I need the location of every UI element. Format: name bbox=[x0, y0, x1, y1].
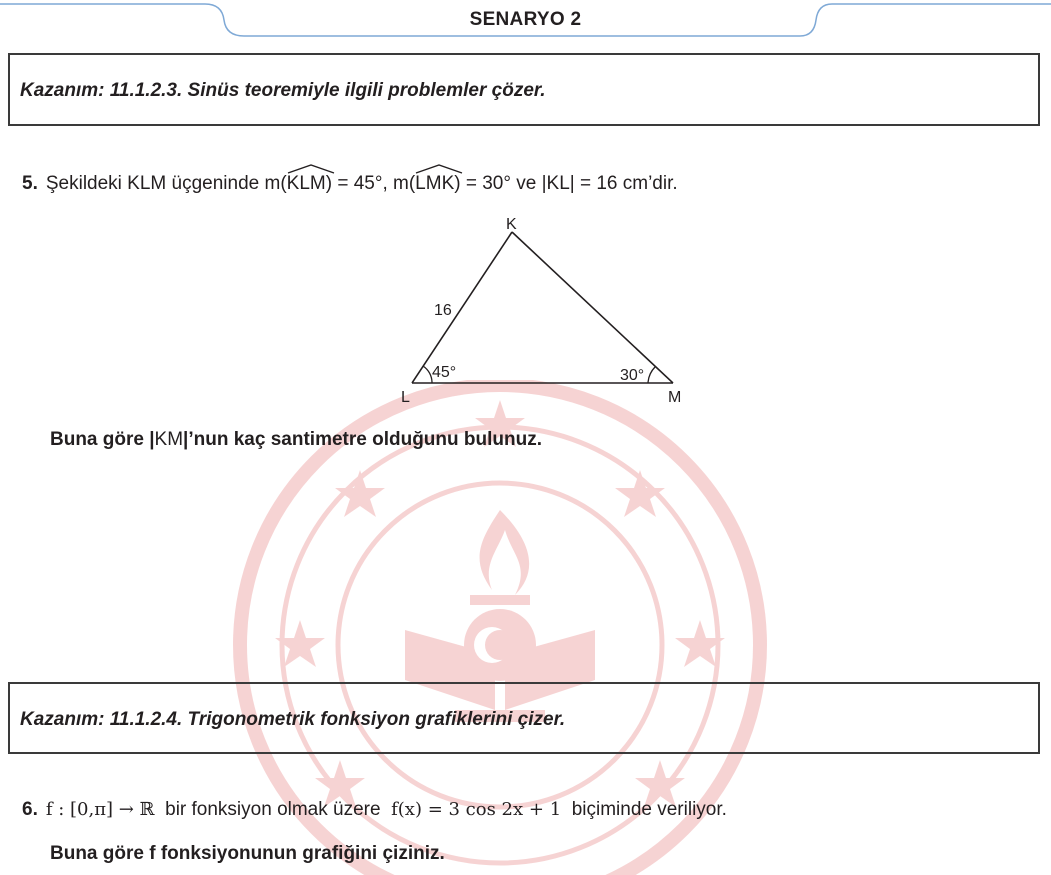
learning-outcome-text-1: Kazanım: 11.1.2.3. Sinüs teoremiyle ilgili problemler çözer. bbox=[20, 80, 546, 101]
function-domain: f : [0,π] → ℝ bbox=[45, 799, 155, 820]
angle-klm-notation: KLM bbox=[287, 173, 326, 195]
triangle-klm-figure bbox=[390, 210, 700, 410]
learning-outcome-box-1 bbox=[8, 53, 1040, 126]
learning-outcome-text-2: Kazanım: 11.1.2.4. Trigonometrik fonksiyon grafiklerini çizer. bbox=[20, 709, 566, 730]
vertex-k-label: K bbox=[506, 216, 517, 233]
angle-lmk-notation: LMK bbox=[415, 173, 454, 195]
side-kl-length-label: 16 bbox=[434, 302, 452, 319]
vertex-l-label: L bbox=[401, 389, 410, 406]
question-number: 6. bbox=[22, 799, 38, 820]
vertex-m-label: M bbox=[668, 389, 682, 406]
question-6-statement: 6. f : [0,π] → ℝ bir fonksiyon olmak üzere f(x) = 3 cos 2x + 1 biçiminde veriliyor. bbox=[22, 799, 727, 820]
question-6-prompt: Buna göre f fonksiyonunun grafiğini çiziniz. bbox=[50, 843, 445, 864]
question-number: 5. bbox=[22, 173, 38, 194]
angle-m-label: 30° bbox=[620, 367, 645, 384]
angle-l-label: 45° bbox=[432, 364, 457, 381]
question-5-statement: 5. Şekildeki KLM üçgeninde m( KLM) = 45°, m( LMK) = 30° ve |KL| = 16 cm’dir. bbox=[22, 173, 678, 195]
question-5-prompt: Buna göre |KM|’nun kaç santimetre olduğunu bulunuz. bbox=[50, 429, 542, 450]
function-formula: f(x) = 3 cos 2x + 1 bbox=[391, 799, 562, 820]
scenario-title: SENARYO 2 bbox=[469, 9, 582, 30]
learning-outcome-box-2 bbox=[8, 682, 1040, 754]
